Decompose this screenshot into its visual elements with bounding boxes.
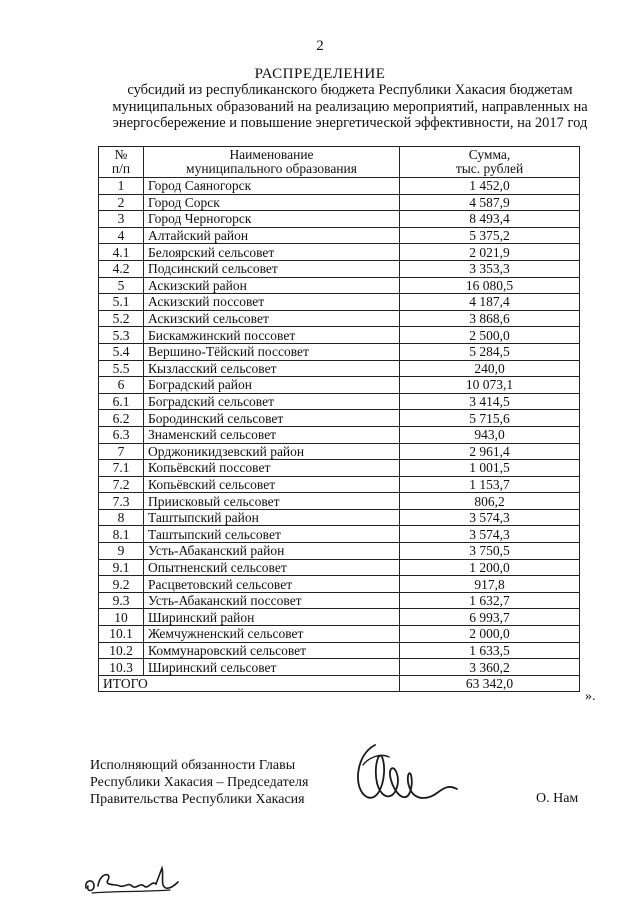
row-name: Орджоникидзевский район (144, 443, 400, 460)
row-name: Город Саяногорск (144, 178, 400, 195)
row-num: 3 (99, 211, 144, 228)
row-sum: 806,2 (400, 493, 580, 510)
document-subtitle (60, 82, 640, 132)
table-row (99, 626, 580, 643)
row-sum: 8 493,4 (400, 211, 580, 228)
table-row (99, 642, 580, 659)
row-num: 4 (99, 227, 144, 244)
total-sum: 63 342,0 (400, 675, 580, 692)
header-sum-line: тыс. рублей (455, 161, 524, 176)
table-row (99, 592, 580, 609)
table-row (99, 443, 580, 460)
row-sum: 3 414,5 (400, 393, 580, 410)
row-num: 10.3 (99, 659, 144, 676)
row-name: Коммунаровский сельсовет (144, 642, 400, 659)
row-sum: 1 153,7 (400, 476, 580, 493)
row-sum: 917,8 (400, 576, 580, 593)
row-num: 6.1 (99, 393, 144, 410)
row-name: Боградский район (144, 377, 400, 394)
row-sum: 2 021,9 (400, 244, 580, 261)
table-row (99, 343, 580, 360)
row-sum: 16 080,5 (400, 277, 580, 294)
table-row (99, 194, 580, 211)
row-name: Бородинский сельсовет (144, 410, 400, 427)
row-num: 5.3 (99, 327, 144, 344)
row-num: 5.1 (99, 294, 144, 311)
table-row (99, 659, 580, 676)
total-row (99, 675, 580, 692)
row-name: Жемчужненский сельсовет (144, 626, 400, 643)
table-row (99, 576, 580, 593)
table-row (99, 426, 580, 443)
row-sum: 3 868,6 (400, 310, 580, 327)
table-row (99, 476, 580, 493)
row-sum: 1 001,5 (400, 460, 580, 477)
row-name: Усть-Абаканский район (144, 543, 400, 560)
row-num: 7.1 (99, 460, 144, 477)
row-sum: 2 961,4 (400, 443, 580, 460)
table-row (99, 360, 580, 377)
row-sum: 2 000,0 (400, 626, 580, 643)
table-row (99, 260, 580, 277)
signatory-name: О. Нам (536, 791, 579, 806)
row-sum: 1 633,5 (400, 642, 580, 659)
row-num: 5.5 (99, 360, 144, 377)
table-header-row (99, 147, 580, 178)
row-sum: 4 587,9 (400, 194, 580, 211)
row-name: Приисковый сельсовет (144, 493, 400, 510)
row-num: 6 (99, 377, 144, 394)
row-num: 9.3 (99, 592, 144, 609)
row-num: 1 (99, 178, 144, 195)
total-label: ИТОГО (99, 675, 400, 692)
row-name: Опытненский сельсовет (144, 559, 400, 576)
table-row (99, 227, 580, 244)
row-name: Таштыпский сельсовет (144, 526, 400, 543)
table-row (99, 310, 580, 327)
row-name: Расцветовский сельсовет (144, 576, 400, 593)
row-sum: 5 284,5 (400, 343, 580, 360)
row-num: 4.2 (99, 260, 144, 277)
table-row (99, 543, 580, 560)
row-name: Подсинский сельсовет (144, 260, 400, 277)
table-row (99, 410, 580, 427)
header-sum (400, 147, 580, 178)
subtitle-line: муниципальных образований на реализацию мероприятий, направленных на (112, 98, 588, 115)
row-num: 6.3 (99, 426, 144, 443)
row-num: 4.1 (99, 244, 144, 261)
page-number: 2 (316, 38, 324, 54)
row-sum: 1 452,0 (400, 178, 580, 195)
row-num: 5.2 (99, 310, 144, 327)
row-name: Кызласский сельсовет (144, 360, 400, 377)
signatory-line: Правительства Республики Хакасия (90, 792, 305, 807)
subtitle-line: энергосбережение и повышение энергетической эффективности, на 2017 год (112, 115, 588, 131)
row-name: Аскизский сельсовет (144, 310, 400, 327)
document-title: РАСПРЕДЕЛЕНИЕ (254, 66, 386, 82)
row-name: Город Сорск (144, 194, 400, 211)
signatory-title (90, 757, 308, 808)
row-name: Алтайский район (144, 227, 400, 244)
row-name: Копьёвский поссовет (144, 460, 400, 477)
table-row (99, 393, 580, 410)
row-num: 2 (99, 194, 144, 211)
row-name: Ширинский район (144, 609, 400, 626)
row-name: Боградский сельсовет (144, 393, 400, 410)
row-sum: 3 574,3 (400, 509, 580, 526)
table-row (99, 493, 580, 510)
signatory-line: Республики Хакасия – Председателя (90, 775, 309, 790)
row-num: 10.1 (99, 626, 144, 643)
row-name: Копьёвский сельсовет (144, 476, 400, 493)
row-num: 5 (99, 277, 144, 294)
row-name: Вершино-Тёйский поссовет (144, 343, 400, 360)
row-name: Аскизский район (144, 277, 400, 294)
closing-quote: ». (585, 689, 596, 704)
row-num: 7.3 (99, 493, 144, 510)
table-row (99, 327, 580, 344)
row-num: 10.2 (99, 642, 144, 659)
row-num: 10 (99, 609, 144, 626)
table-body (99, 178, 580, 676)
table-row (99, 277, 580, 294)
row-sum: 1 200,0 (400, 559, 580, 576)
row-num: 9.2 (99, 576, 144, 593)
row-sum: 2 500,0 (400, 327, 580, 344)
header-num (99, 147, 144, 178)
row-name: Знаменский сельсовет (144, 426, 400, 443)
row-name: Усть-Абаканский поссовет (144, 592, 400, 609)
row-sum: 4 187,4 (400, 294, 580, 311)
row-num: 8.1 (99, 526, 144, 543)
table-row (99, 609, 580, 626)
row-sum: 1 632,7 (400, 592, 580, 609)
subtitle-line: субсидий из республиканского бюджета Республики Хакасия бюджетам (127, 82, 573, 98)
row-sum: 5 375,2 (400, 227, 580, 244)
row-sum: 943,0 (400, 426, 580, 443)
row-sum: 3 353,3 (400, 260, 580, 277)
handwritten-signature (345, 735, 465, 815)
row-num: 7.2 (99, 476, 144, 493)
row-name: Аскизский поссовет (144, 294, 400, 311)
header-num-line: п/п (111, 161, 131, 176)
header-sum-line: Сумма, (468, 147, 511, 162)
table-row (99, 294, 580, 311)
table-row (99, 244, 580, 261)
row-num: 7 (99, 443, 144, 460)
distribution-table (98, 146, 580, 692)
table-row (99, 460, 580, 477)
handwritten-initial-mark (82, 862, 182, 896)
row-num: 9 (99, 543, 144, 560)
row-sum: 10 073,1 (400, 377, 580, 394)
row-num: 8 (99, 509, 144, 526)
row-sum: 6 993,7 (400, 609, 580, 626)
table-row (99, 377, 580, 394)
header-num-line: № (114, 147, 128, 162)
row-num: 6.2 (99, 410, 144, 427)
row-name: Таштыпский район (144, 509, 400, 526)
header-name-line: муниципального образования (186, 161, 357, 176)
table-row (99, 509, 580, 526)
row-name: Ширинский сельсовет (144, 659, 400, 676)
table-row (99, 211, 580, 228)
row-name: Белоярский сельсовет (144, 244, 400, 261)
row-name: Бискамжинский поссовет (144, 327, 400, 344)
row-sum: 5 715,6 (400, 410, 580, 427)
row-sum: 3 360,2 (400, 659, 580, 676)
table-row (99, 559, 580, 576)
row-sum: 240,0 (400, 360, 580, 377)
row-sum: 3 574,3 (400, 526, 580, 543)
table-row (99, 526, 580, 543)
row-num: 9.1 (99, 559, 144, 576)
header-name (144, 147, 400, 178)
table-row (99, 178, 580, 195)
header-name-line: Наименование (229, 147, 314, 162)
row-num: 5.4 (99, 343, 144, 360)
row-sum: 3 750,5 (400, 543, 580, 560)
row-name: Город Черногорск (144, 211, 400, 228)
signatory-line: Исполняющий обязанности Главы (90, 758, 296, 773)
